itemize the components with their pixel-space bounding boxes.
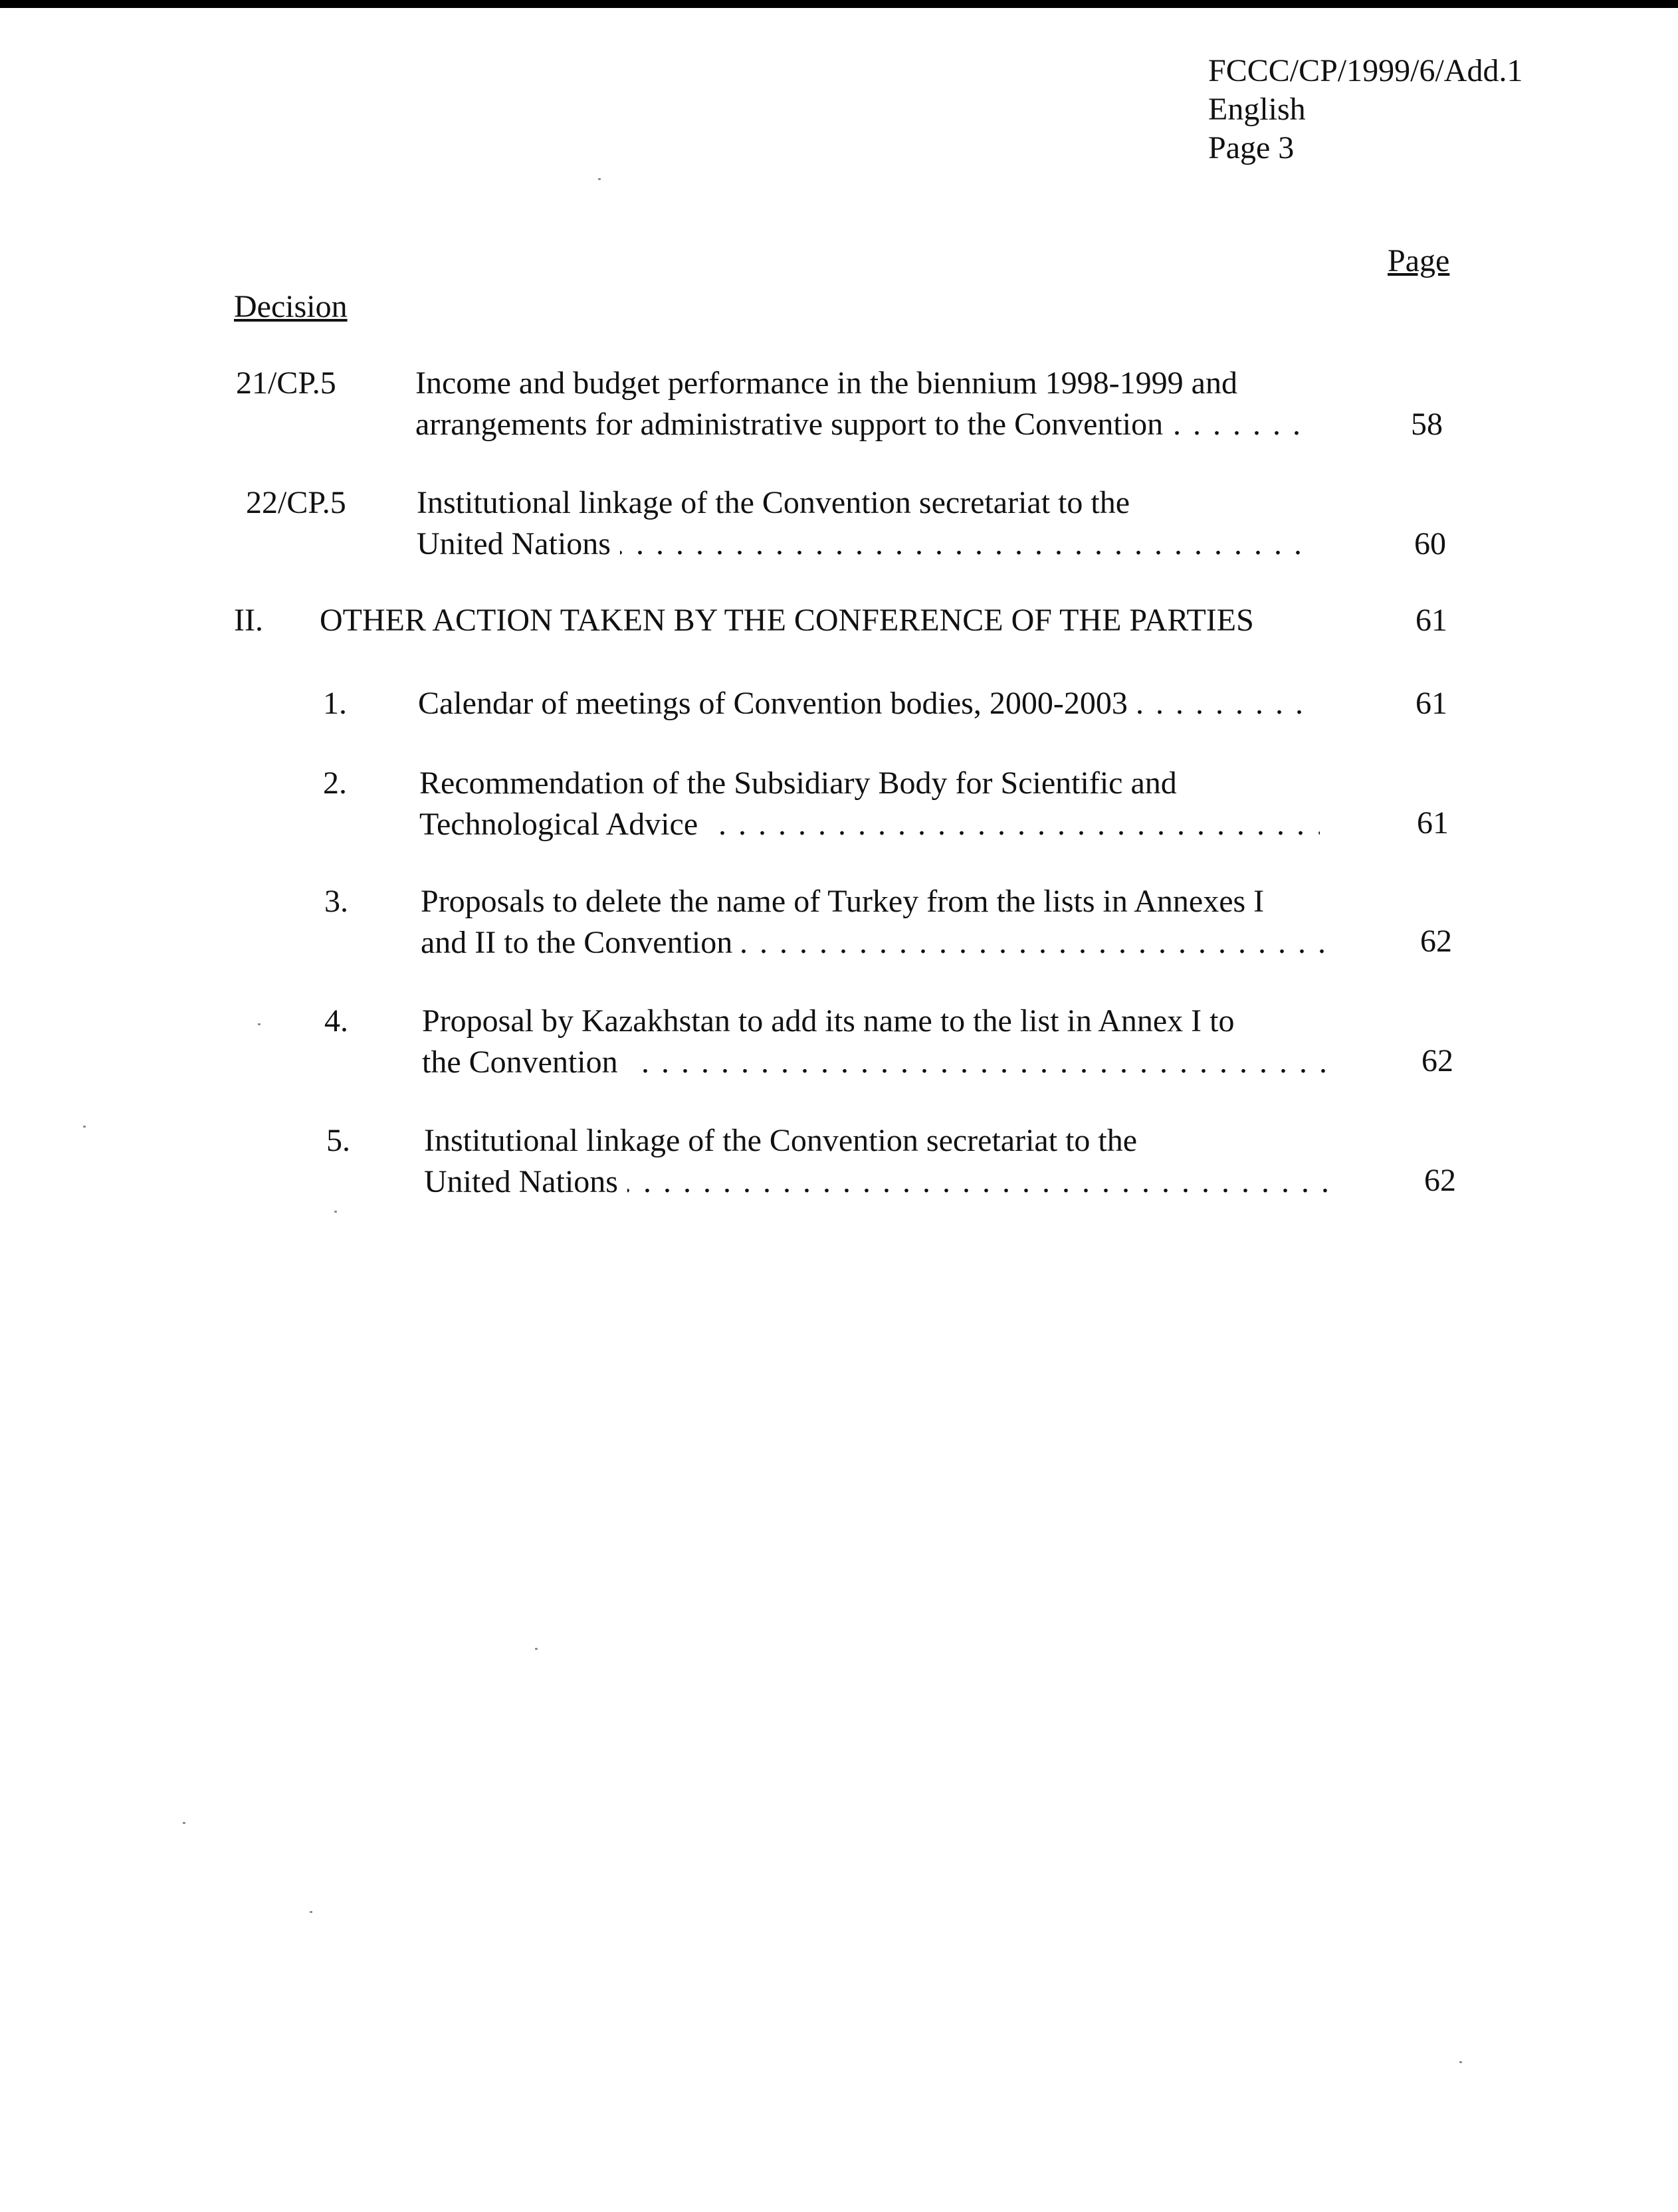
entry-title-line-leader: the Convention . . . xyxy=(422,1042,1327,1083)
entry-title-line: Proposals to delete the name of Turkey from the lists in Annexes I xyxy=(421,881,1324,922)
action-number: 2. xyxy=(323,765,347,801)
document-language: English xyxy=(1208,92,1306,127)
scan-speck xyxy=(310,1911,312,1913)
entry-page-number: 62 xyxy=(1421,1043,1453,1078)
decision-number: 22/CP.5 xyxy=(246,485,346,520)
entry-page-number: 58 xyxy=(1411,407,1443,442)
entry-title-line: Institutional linkage of the Convention secretariat to the xyxy=(417,482,1314,524)
page-number: Page 3 xyxy=(1208,130,1295,165)
scan-top-border xyxy=(0,0,1678,8)
scan-speck xyxy=(535,1648,538,1650)
entry-title-line-leader: arrangements for administrative support to the Convention . . . xyxy=(415,404,1312,445)
section-numeral: II. xyxy=(234,603,263,638)
entry-title-line-leader: United Nations . . . xyxy=(424,1161,1329,1203)
entry-page-number: 60 xyxy=(1414,526,1446,561)
entry-title-line-leader: Calendar of meetings of Convention bodies, 2000-2003 . . . xyxy=(418,683,1315,724)
entry-title-line-leader: Technological Advice . . . xyxy=(419,804,1320,845)
section-title: OTHER ACTION TAKEN BY THE CONFERENCE OF THE PARTIES xyxy=(320,603,1254,638)
entry-title-line: Institutional linkage of the Convention secretariat to the xyxy=(424,1120,1329,1161)
entry-title xyxy=(418,683,1315,724)
entry-title xyxy=(417,482,1314,565)
entry-title xyxy=(422,1001,1327,1083)
section-page-number: 61 xyxy=(1416,603,1447,638)
scan-speck xyxy=(334,1211,337,1213)
scan-speck xyxy=(1459,2061,1462,2063)
scan-speck xyxy=(183,1822,185,1824)
entry-page-number: 61 xyxy=(1417,805,1449,841)
document-header xyxy=(1208,52,1522,167)
entry-title xyxy=(424,1120,1329,1203)
entry-title xyxy=(419,763,1320,845)
entry-page-number: 62 xyxy=(1424,1163,1456,1198)
decision-number: 21/CP.5 xyxy=(236,365,336,401)
entry-title xyxy=(421,881,1324,963)
action-number: 1. xyxy=(323,686,347,721)
scan-speck xyxy=(258,1023,261,1025)
scan-speck xyxy=(83,1126,86,1128)
action-number: 3. xyxy=(324,884,348,919)
action-number: 5. xyxy=(326,1123,350,1158)
entry-page-number: 61 xyxy=(1416,686,1447,721)
page-column-heading: Page xyxy=(1388,243,1450,278)
scan-speck xyxy=(598,178,601,180)
entry-title xyxy=(415,363,1312,445)
entry-title-line-leader: United Nations . . . xyxy=(417,524,1314,565)
entry-title-line: Recommendation of the Subsidiary Body for Scientific and xyxy=(419,763,1320,804)
entry-title-line: Proposal by Kazakhstan to add its name to the list in Annex I to xyxy=(422,1001,1327,1042)
document-symbol: FCCC/CP/1999/6/Add.1 xyxy=(1208,53,1523,88)
entry-page-number: 62 xyxy=(1420,924,1452,959)
decision-column-heading: Decision xyxy=(234,289,348,324)
entry-title-line-leader: and II to the Convention . . . xyxy=(421,922,1324,963)
action-number: 4. xyxy=(324,1003,348,1039)
entry-title-line: Income and budget performance in the biennium 1998-1999 and xyxy=(415,363,1312,404)
